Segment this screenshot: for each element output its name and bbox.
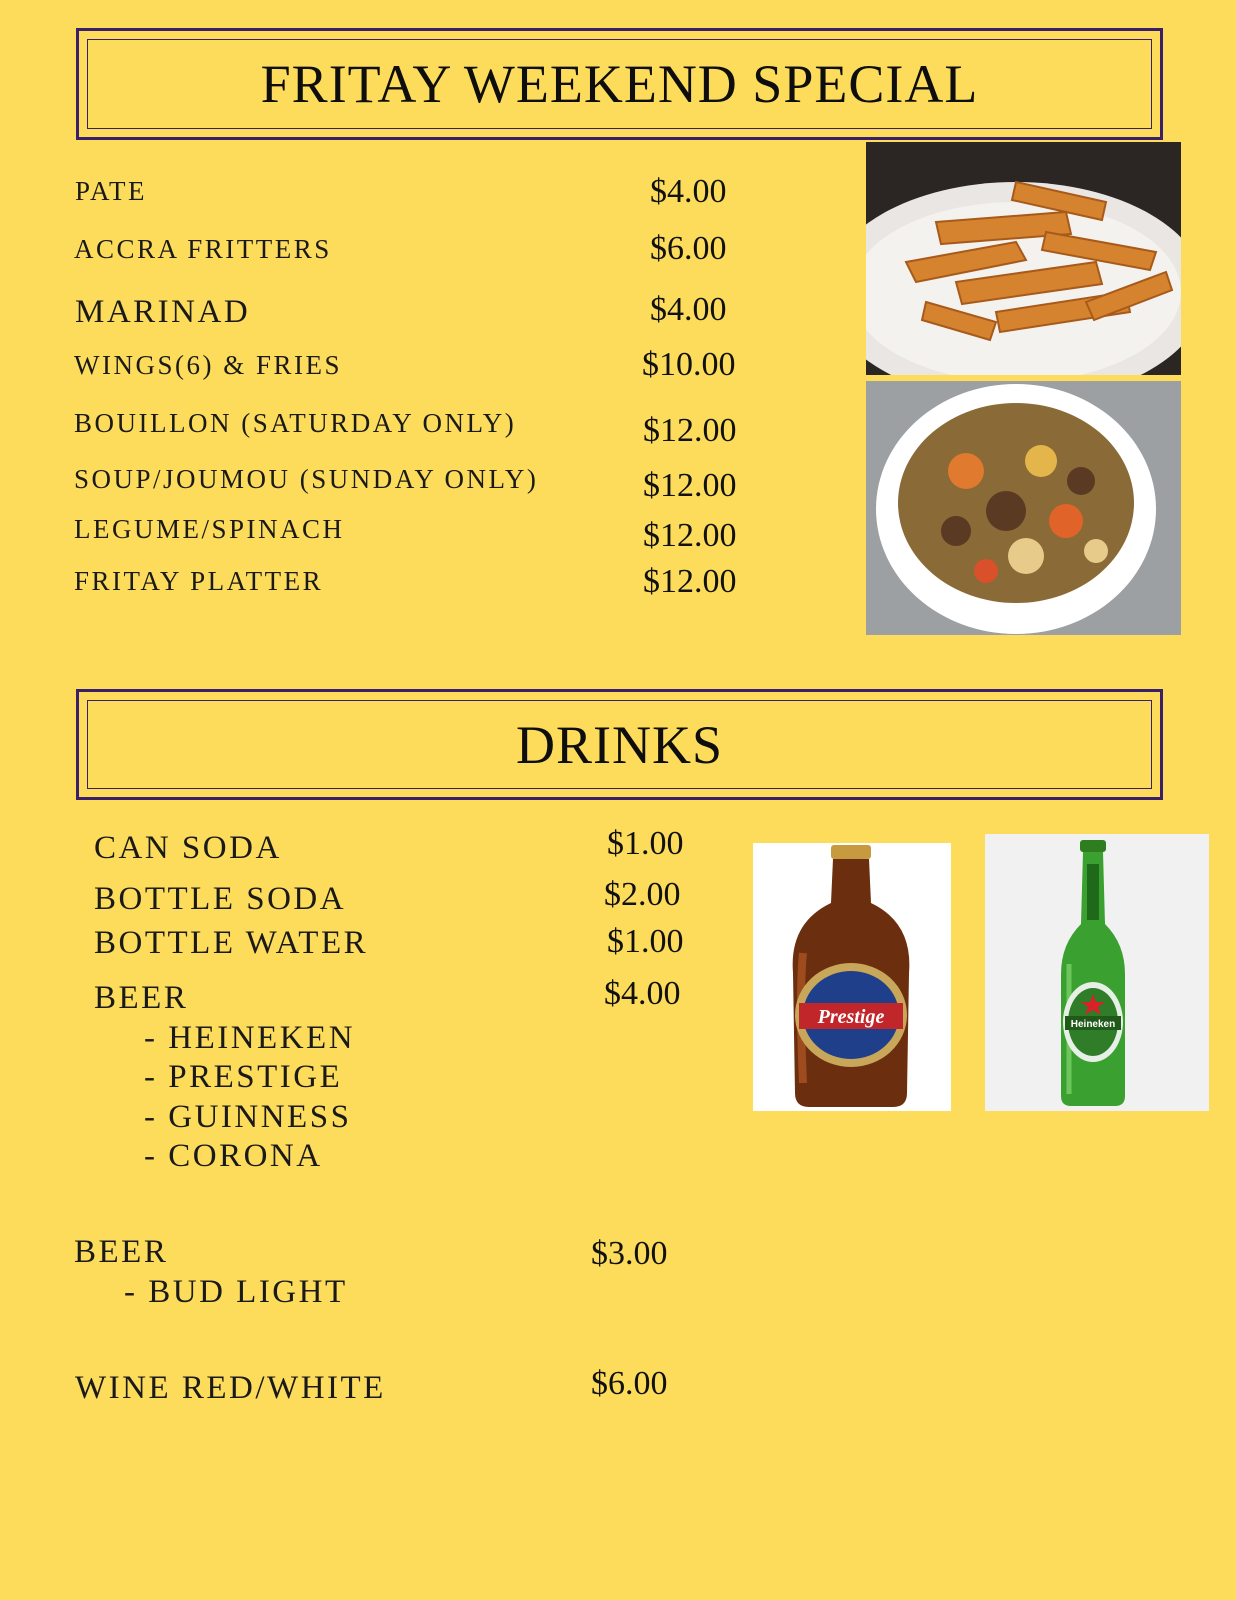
drink-item-name: BEER bbox=[74, 1234, 169, 1270]
menu-item-name: LEGUME/SPINACH bbox=[74, 514, 345, 544]
prestige-label: Prestige bbox=[817, 1006, 885, 1028]
menu-item-price: $6.00 bbox=[650, 230, 727, 267]
menu-item-name: SOUP/JOUMOU (SUNDAY ONLY) bbox=[74, 464, 539, 494]
prestige-bottle-photo bbox=[753, 843, 951, 1111]
drinks-title: DRINKS bbox=[515, 714, 724, 775]
menu-item-name: ACCRA FRITTERS bbox=[74, 234, 332, 264]
beer-option: - GUINNESS bbox=[144, 1099, 352, 1135]
drink-item-name: WINE RED/WHITE bbox=[75, 1370, 386, 1406]
menu-item-price: $4.00 bbox=[650, 173, 727, 210]
drink-item-price: $1.00 bbox=[607, 825, 684, 862]
beer-option: - CORONA bbox=[144, 1138, 323, 1174]
soup-bowl-photo bbox=[866, 381, 1181, 635]
drink-item-price: $4.00 bbox=[604, 975, 681, 1012]
drink-item-price: $1.00 bbox=[607, 923, 684, 960]
special-title: FRITAY WEEKEND SPECIAL bbox=[260, 54, 979, 114]
menu-item-name: MARINAD bbox=[75, 294, 251, 330]
menu-item-price: $12.00 bbox=[643, 467, 737, 504]
menu-item-name: FRITAY PLATTER bbox=[74, 566, 324, 596]
drink-item-price: $3.00 bbox=[591, 1235, 668, 1272]
heineken-bottle-photo bbox=[985, 834, 1209, 1111]
menu-item-price: $10.00 bbox=[642, 346, 736, 383]
menu-item-price: $12.00 bbox=[643, 412, 737, 449]
beer-option: - HEINEKEN bbox=[144, 1020, 356, 1056]
drinks-banner bbox=[76, 689, 1163, 800]
menu-item-name: PATE bbox=[75, 176, 148, 206]
menu-item-name: BOUILLON (SATURDAY ONLY) bbox=[74, 408, 517, 438]
fritters-photo bbox=[866, 142, 1181, 375]
menu-item-name: WINGS(6) & FRIES bbox=[74, 350, 342, 380]
drink-item-price: $2.00 bbox=[604, 876, 681, 913]
special-banner bbox=[76, 28, 1163, 140]
drink-item-name: BOTTLE SODA bbox=[94, 881, 347, 917]
drink-item-name: BEER bbox=[94, 980, 189, 1016]
drink-item-name: CAN SODA bbox=[94, 830, 282, 866]
drink-item-name: BOTTLE WATER bbox=[94, 925, 369, 961]
heineken-label: Heineken bbox=[1070, 1019, 1116, 1030]
beer-option: - BUD LIGHT bbox=[124, 1274, 348, 1310]
menu-item-price: $4.00 bbox=[650, 291, 727, 328]
menu-item-price: $12.00 bbox=[643, 517, 737, 554]
menu-item-price: $12.00 bbox=[643, 563, 737, 600]
drink-item-price: $6.00 bbox=[591, 1365, 668, 1402]
beer-option: - PRESTIGE bbox=[144, 1059, 343, 1095]
